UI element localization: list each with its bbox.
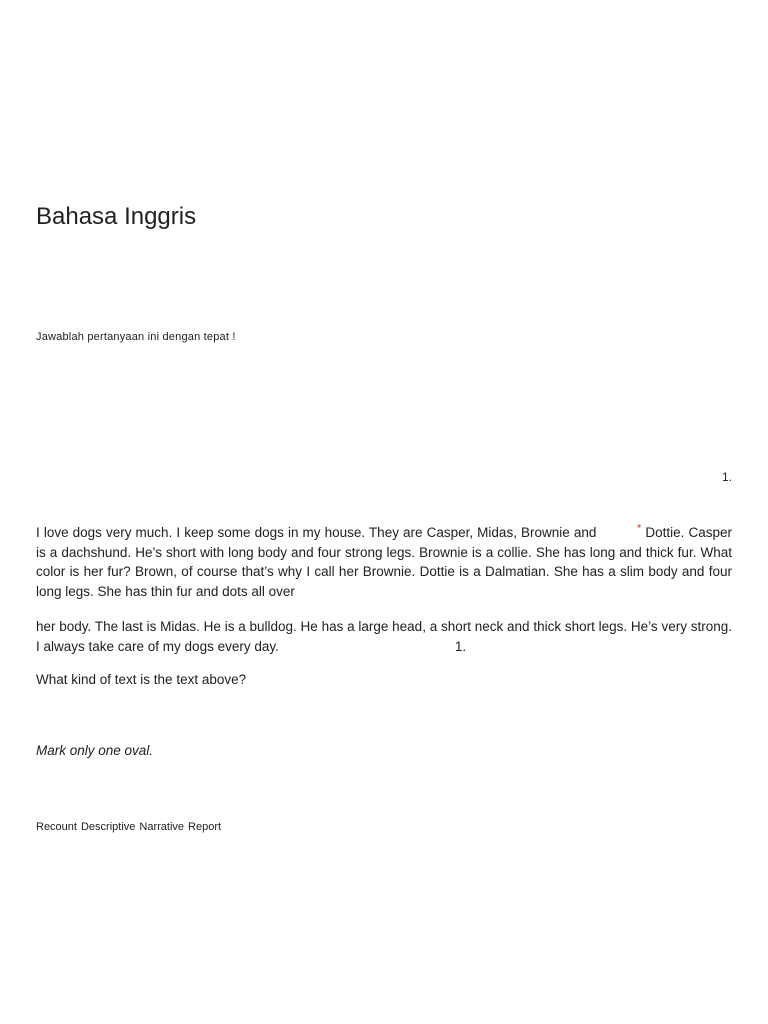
passage-text-2: her body. The last is Midas. He is a bulldog. He has a large head, a short neck and thick short legs. He’s very strong. I always take care of my dogs every day. <box>36 619 732 654</box>
question-hint: Mark only one oval. <box>36 743 154 758</box>
form-description: Jawablah pertanyaan ini dengan tepat ! <box>36 331 236 343</box>
answer-options <box>36 821 221 833</box>
inline-question-number: 1. <box>454 638 467 654</box>
question-number: 1. <box>721 470 732 484</box>
option-report[interactable]: Report <box>188 821 222 833</box>
option-narrative[interactable]: Narrative <box>139 821 185 833</box>
question-prompt: What kind of text is the text above? <box>36 672 247 687</box>
passage-text-1b: Dottie. Casper is a dachshund. He’s short with long body and four strong legs. Brownie is a collie. She has long and thick fur. What color is her fur? Brown, of course that’s why I call her Brownie. Dottie is a Dalmatian. She has a slim body and four long legs. She has thin fur and dots all over <box>36 525 732 600</box>
option-recount[interactable]: Recount <box>36 821 77 833</box>
passage-paragraph-2 <box>36 617 732 656</box>
option-descriptive[interactable]: Descriptive <box>80 821 136 833</box>
form-title: Bahasa Inggris <box>36 203 197 230</box>
passage-text-1a: I love dogs very much. I keep some dogs in my house. They are Casper, Midas, Brownie and <box>36 525 597 540</box>
required-asterisk: * <box>637 522 642 535</box>
passage-paragraph-1 <box>36 523 732 602</box>
